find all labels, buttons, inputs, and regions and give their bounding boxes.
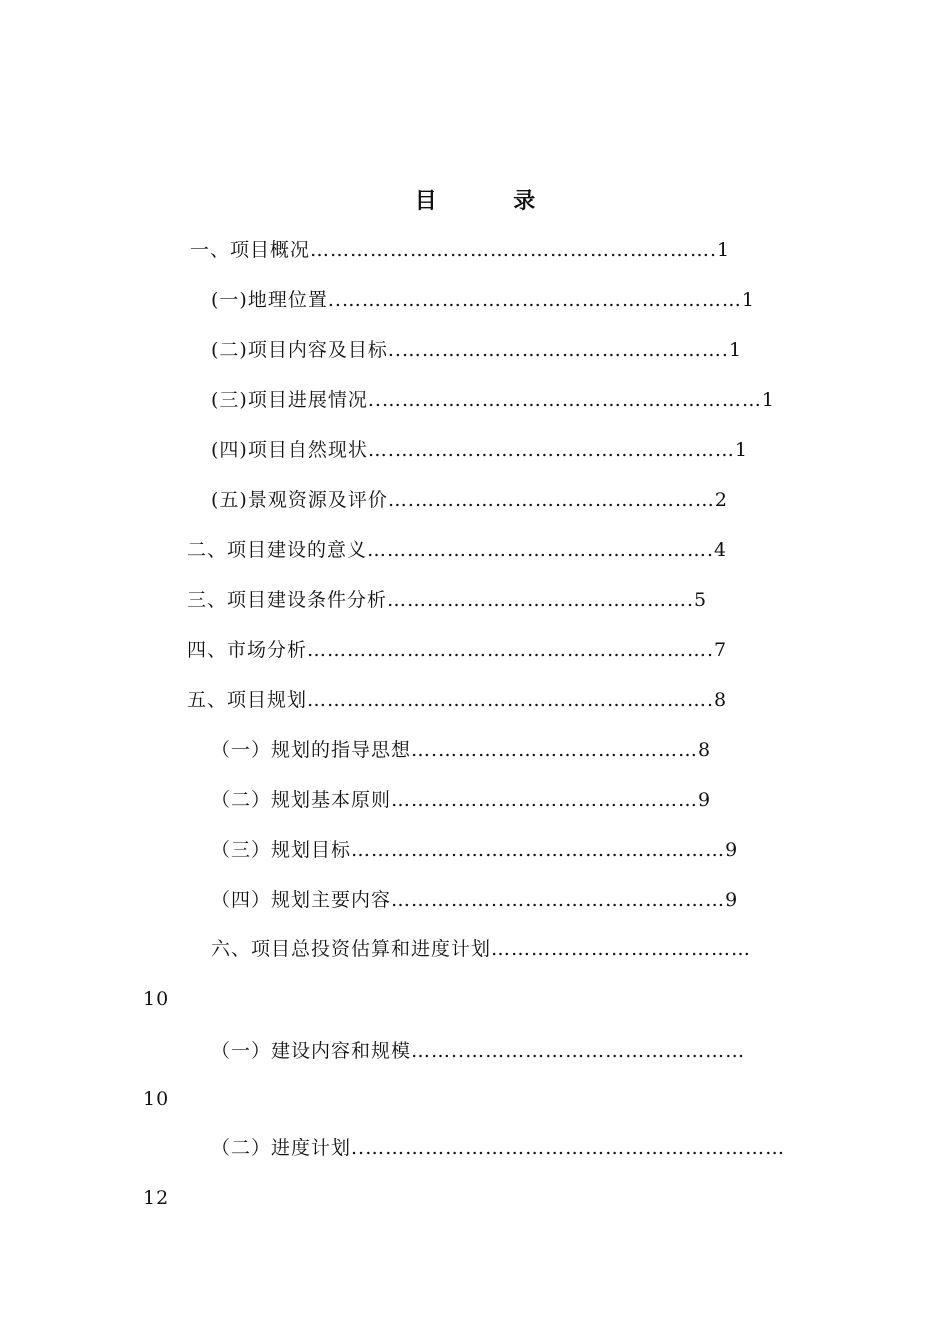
- toc-entry-6-1-page: 10: [143, 1088, 170, 1110]
- page-title: 目 录: [414, 189, 536, 214]
- toc-entry-1-2[interactable]: (二)项目内容及目标..………………………………………….1: [211, 339, 743, 361]
- toc-entry-1[interactable]: 一、项目概况…………………………………………………….1: [190, 239, 731, 261]
- toc-entry-5-1[interactable]: （一）规划的指导思想….…………………………………8: [211, 739, 712, 761]
- toc-entry-2[interactable]: 二、项目建设的意义…………………………………………….4: [187, 539, 728, 561]
- toc-entry-4[interactable]: 四、市场分析…………………………………………………….7: [187, 639, 728, 661]
- toc-entry-1-4[interactable]: (四)项目自然现状….……………………………………………1: [211, 439, 748, 461]
- toc-entry-6-2-page: 12: [143, 1187, 170, 1209]
- toc-entry-5-3[interactable]: （三）规划目标……………..…………………………………9: [211, 839, 739, 861]
- toc-entry-6-page: 10: [143, 988, 170, 1010]
- toc-entry-1-3[interactable]: (三)项目进展情况..…………………………………………………1: [211, 389, 775, 411]
- toc-entry-1-5[interactable]: (五)景观资源及评价….………………………………………2: [211, 489, 728, 511]
- toc-entry-6-2[interactable]: （二）进度计划..………………………………………………………: [211, 1137, 786, 1159]
- toc-entry-1-1[interactable]: (一)地理位置..……………………………………………………1: [211, 289, 755, 311]
- toc-entry-5[interactable]: 五、项目规划…………………………………………………….8: [187, 689, 728, 711]
- toc-entry-5-4[interactable]: （四）规划主要内容……………..……………………………9: [211, 889, 739, 911]
- toc-entry-5-2[interactable]: （二）规划基本原则……….………………………………9: [211, 789, 712, 811]
- toc-entry-6-1[interactable]: （一）建设内容和规模……..……………………………………: [211, 1040, 746, 1062]
- toc-entry-6[interactable]: 六、项目总投资估算和进度计划…………………………………: [211, 938, 752, 960]
- toc-entry-3[interactable]: 三、项目建设条件分析……………………………………….5: [187, 589, 708, 611]
